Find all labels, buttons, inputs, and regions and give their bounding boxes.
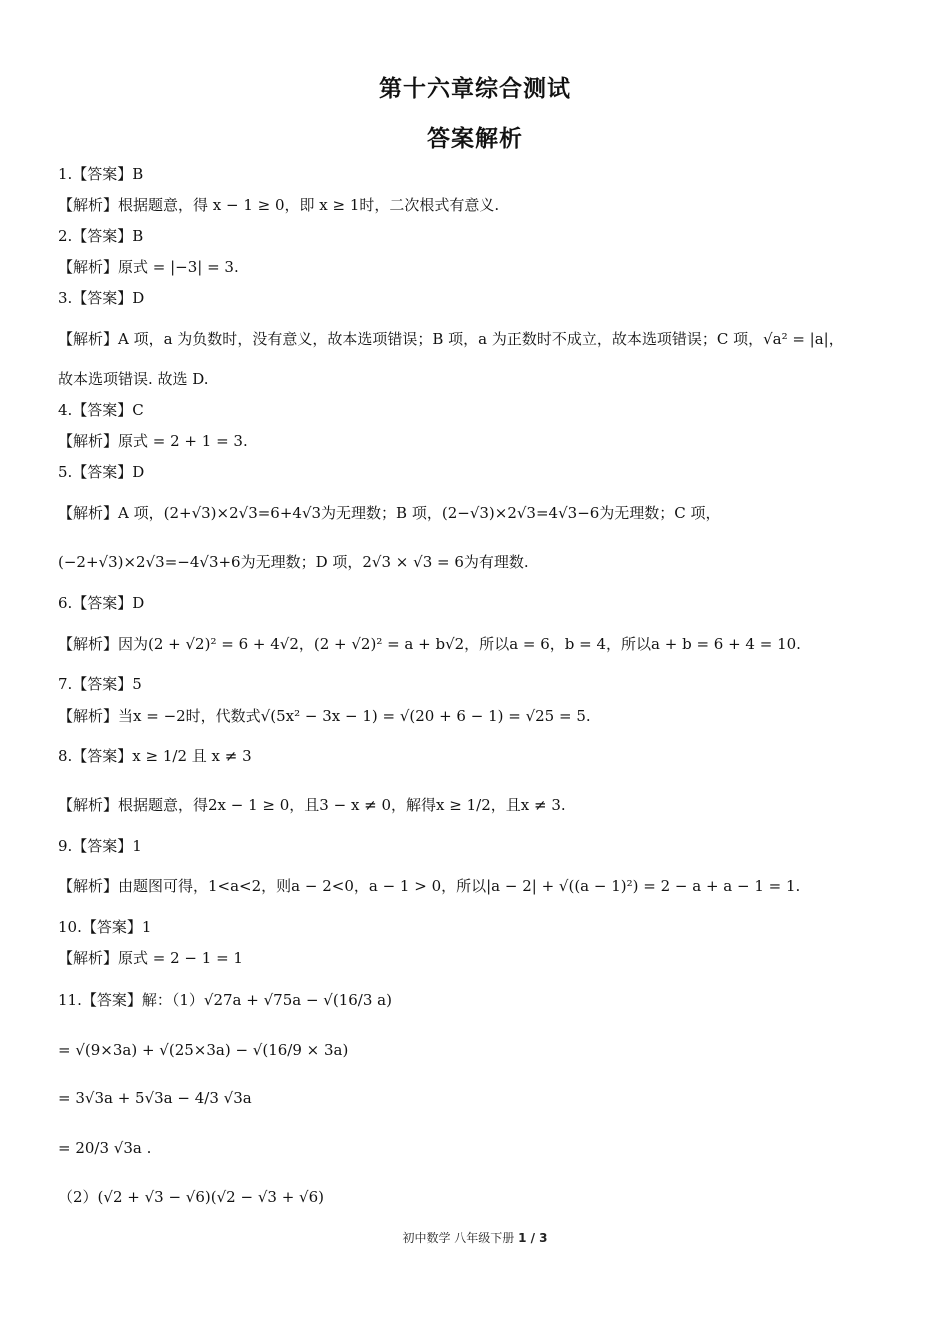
analysis-1: 【解析】根据题意，得 x − 1 ≥ 0，即 x ≥ 1时，二次根式有意义. [58,196,500,214]
step-11-3: = 20/3 √3a . [58,1139,152,1157]
analysis-3: 【解析】A 项，a 为负数时，没有意义，故本选项错误；B 项，a 为正数时不成立，故本选项错误；C 项，√a² = |a|， [58,330,844,348]
answer-7: 7.【答案】5 [58,675,142,693]
doc-title: 第十六章综合测试 [379,76,571,102]
analysis-10: 【解析】原式 = 2 − 1 = 1 [58,949,243,967]
step-11-1: = √(9×3a) + √(25×3a) − √(16/9 × 3a) [58,1041,349,1059]
answer-4: 4.【答案】C [58,401,144,419]
analysis-4: 【解析】原式 = 2 + 1 = 3. [58,432,248,450]
page-footer [0,1229,950,1246]
footer-text: 初中数学 八年级下册 [402,1231,519,1245]
answer-9: 9.【答案】1 [58,837,142,855]
doc-subtitle: 答案解析 [427,126,523,152]
answer-3: 3.【答案】D [58,289,145,307]
step-11-2: = 3√3a + 5√3a − 4/3 √3a [58,1089,252,1107]
answer-1: 1.【答案】B [58,165,144,183]
answer-5: 5.【答案】D [58,463,145,481]
analysis-3-cont: 故本选项错误. 故选 D. [58,370,209,388]
answer-11: 11.【答案】解：（1）√27a + √75a − √(16/3 a) [58,991,392,1009]
analysis-7: 【解析】当x = −2时，代数式√(5x² − 3x − 1) = √(20 + 6 − 1) = √25 = 5. [58,707,591,725]
answer-8: 8.【答案】x ≥ 1/2 且 x ≠ 3 [58,747,252,765]
answer-10: 10.【答案】1 [58,918,152,936]
answer-6: 6.【答案】D [58,594,145,612]
analysis-5: 【解析】A 项，(2+√3)×2√3=6+4√3为无理数；B 项，(2−√3)×2√3=4√3−6为无理数；C 项， [58,504,721,522]
page-number: 1 / 3 [518,1231,548,1245]
answer-2: 2.【答案】B [58,227,144,245]
analysis-6: 【解析】因为(2 + √2)² = 6 + 4√2，(2 + √2)² = a + b√2，所以a = 6，b = 4，所以a + b = 6 + 4 = 10. [58,635,801,653]
analysis-5-cont: (−2+√3)×2√3=−4√3+6为无理数；D 项，2√3 × √3 = 6为有理数. [58,553,529,571]
analysis-2: 【解析】原式 = |−3| = 3. [58,258,239,276]
analysis-9: 【解析】由题图可得，1<a<2，则a − 2<0，a − 1 > 0，所以|a − 2| + √((a − 1)²) = 2 − a + a − 1 = 1. [58,877,801,895]
analysis-8: 【解析】根据题意，得2x − 1 ≥ 0，且3 − x ≠ 0，解得x ≥ 1/2，且x ≠ 3. [58,796,566,814]
answer-11-part2: （2）(√2 + √3 − √6)(√2 − √3 + √6) [58,1188,324,1206]
